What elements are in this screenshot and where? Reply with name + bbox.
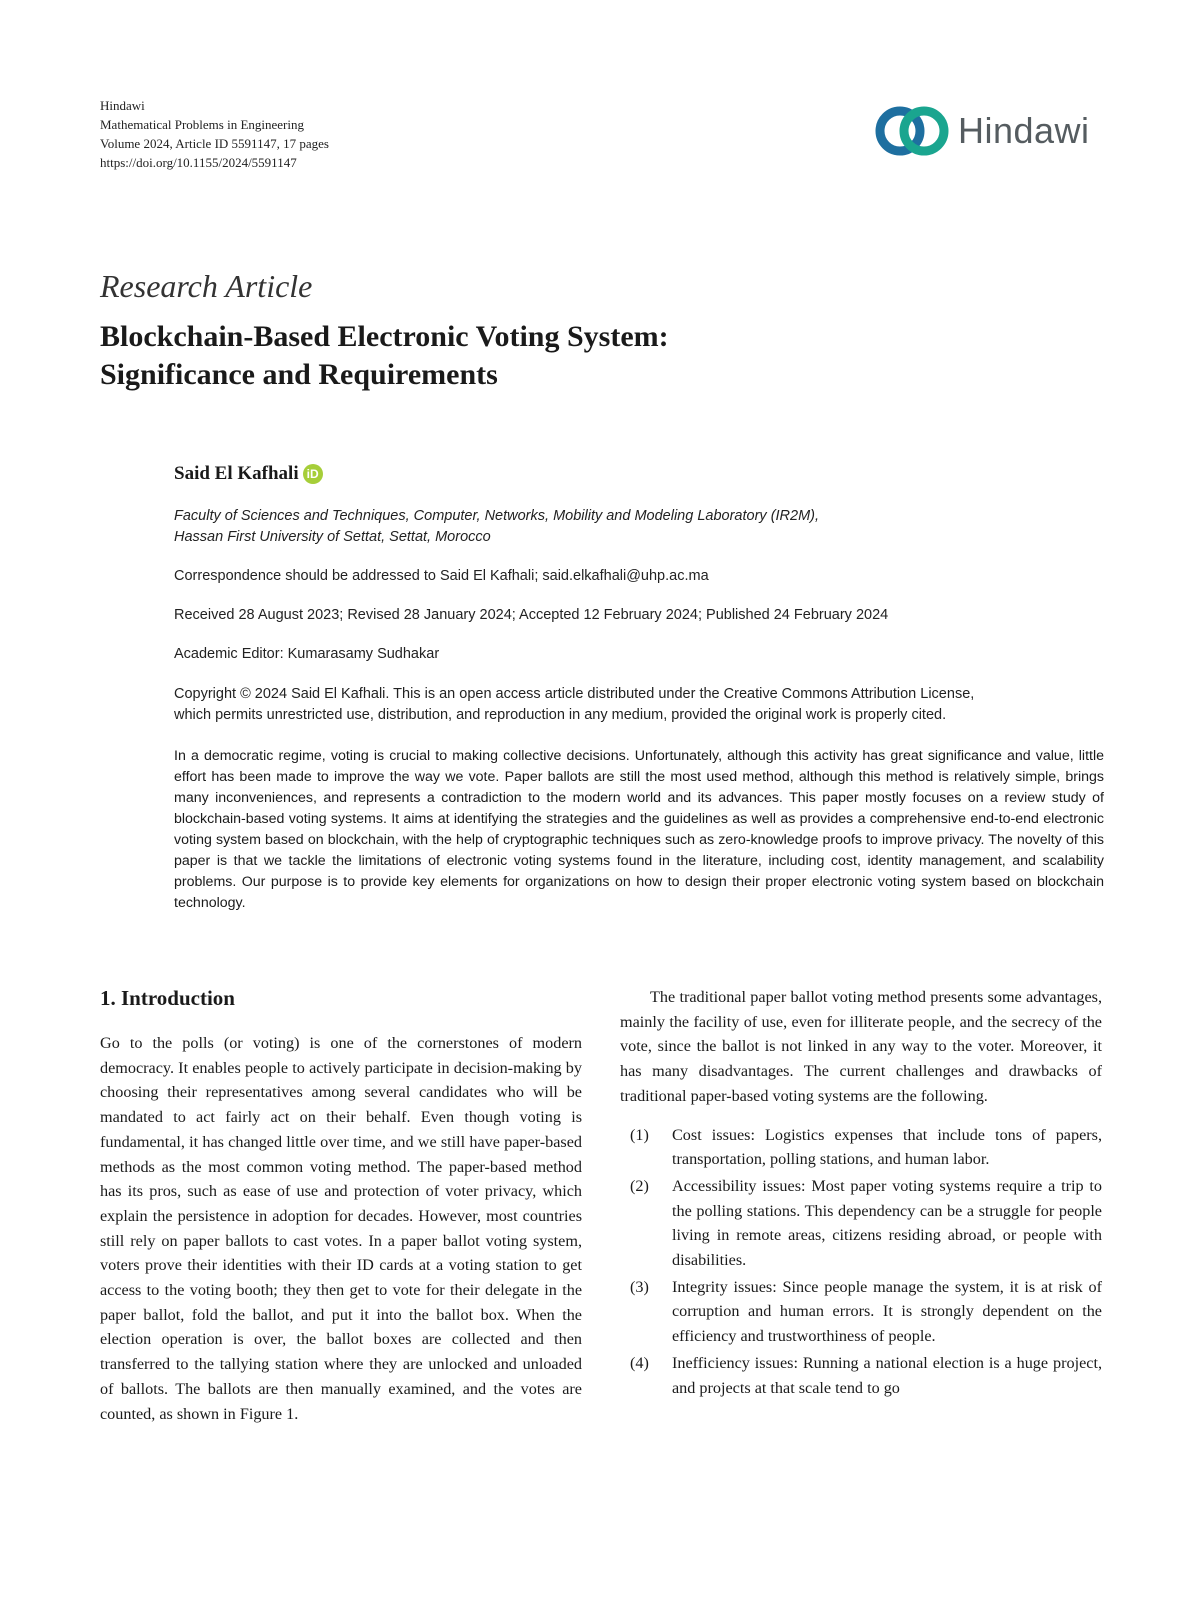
list-item-text: Integrity issues: Since people manage the system, it is at risk of corruption and human errors. It is strongly dependent on the efficiency and trustworthiness of people. — [672, 1277, 1102, 1346]
abstract: In a democratic regime, voting is crucial to making collective decisions. Unfortunately, although this activity has great significance and value, little effort has been made to improve the way we vote. Paper ballots are still the most used method, although this method is relatively simple, brings many inconveniences, and represents a contradiction to the modern world and its advances. This paper mostly focuses on a review study of blockchain-based voting systems. It aims at identifying the strategies and the guidelines as well as provides a comprehensive end-to-end electronic voting system based on blockchain, with the help of cryptographic techniques such as zero-knowledge proofs to improve privacy. The novelty of this paper is that we tackle the limitations of electronic voting systems found in the literature, including cost, identity management, and scalability problems. Our purpose is to provide key elements for organizations on how to design their proper electronic voting system based on blockchain technology. — [174, 748, 1104, 911]
list-item-number: (4) — [630, 1353, 649, 1372]
left-column — [100, 985, 582, 1426]
hindawi-rings-icon — [872, 100, 952, 162]
list-item — [620, 1123, 1102, 1172]
list-item-text: Cost issues: Logistics expenses that include tons of papers, transportation, polling stations, and human labor. — [672, 1125, 1102, 1169]
author — [174, 463, 323, 485]
author-name: Said El Kafhali — [174, 463, 299, 484]
right-column — [620, 985, 1102, 1402]
copyright-notice — [174, 684, 1104, 726]
list-item-number: (3) — [630, 1277, 649, 1296]
hindawi-logo[interactable] — [872, 98, 1112, 164]
list-item — [620, 1174, 1102, 1273]
list-item-number: (1) — [630, 1125, 649, 1144]
article-type: Research Article — [100, 268, 313, 304]
affiliation-line-2: Hassan First University of Settat, Settat, Morocco — [174, 529, 491, 545]
title-line-1: Blockchain-Based Electronic Voting System: — [100, 320, 669, 353]
correspondence: Correspondence should be addressed to Said El Kafhali; said.elkafhali@uhp.ac.ma — [174, 568, 709, 584]
orcid-icon[interactable]: iD — [303, 464, 323, 484]
drawbacks-list — [620, 1123, 1102, 1401]
paper-ballot-paragraph: The traditional paper ballot voting method presents some advantages, mainly the facility of use, even for illiterate people, and the secrecy of the vote, since the ballot is not linked in any way to the voter. Moreover, it has many disadvantages. The current challenges and drawbacks of traditional paper-based voting systems are the following. — [620, 988, 1102, 1105]
section-heading: 1. Introduction — [100, 986, 235, 1010]
academic-editor: Academic Editor: Kumarasamy Sudhakar — [174, 646, 440, 662]
copyright-line-2: which permits unrestricted use, distribution, and reproduction in any medium, provided the original work is properly cited. — [174, 707, 947, 723]
article-title — [100, 318, 1000, 394]
affiliation-line-1: Faculty of Sciences and Techniques, Computer, Networks, Mobility and Modeling Laboratory (IR2M), — [174, 508, 820, 524]
doi-link[interactable]: https://doi.org/10.1155/2024/5591147 — [100, 155, 297, 170]
title-line-2: Significance and Requirements — [100, 358, 498, 391]
intro-paragraph: Go to the polls (or voting) is one of the cornerstones of modern democracy. It enables people to actively participate in decision-making by choosing their representatives among several candidates who will be mandated to act fairly act on their behalf. Even though voting is fundamental, it has changed little over time, and we still have paper-based methods as the most common voting method. The paper-based method has its pros, such as ease of use and protection of voter privacy, which explain the persistence in adoption for decades. However, most countries still rely on paper ballots to cast votes. In a paper ballot voting system, voters prove their identities with their ID cards at a voting station to get access to the voting booth; they then get to vote for their delegate in the paper ballot, fold the ballot, and put it into the ballot box. When the election operation is over, the ballot boxes are collected and then transferred to the tallying station where they are unlocked and unloaded of ballots. The ballots are then manually examined, and the votes are counted, as shown in Figure 1. — [100, 1034, 582, 1423]
journal-name: Mathematical Problems in Engineering — [100, 117, 304, 132]
list-item-number: (2) — [630, 1176, 649, 1195]
list-item-text: Accessibility issues: Most paper voting systems require a trip to the polling stations. This dependency can be a struggle for people living in remote areas, citizens residing abroad, or people with disabilities. — [672, 1176, 1102, 1270]
list-item — [620, 1275, 1102, 1349]
list-item-text: Inefficiency issues: Running a national election is a huge project, and projects at that scale tend to go — [672, 1353, 1102, 1397]
article-dates: Received 28 August 2023; Revised 28 January 2024; Accepted 12 February 2024; Published 24 February 2024 — [174, 607, 889, 623]
journal-header — [100, 96, 329, 172]
copyright-line-1: Copyright © 2024 Said El Kafhali. This is an open access article distributed under the Creative Commons Attribution License, — [174, 686, 975, 702]
list-item — [620, 1351, 1102, 1400]
logo-wordmark: Hindawi — [958, 110, 1090, 151]
affiliation — [174, 506, 1104, 548]
volume-info: Volume 2024, Article ID 5591147, 17 pages — [100, 136, 329, 151]
publisher-name: Hindawi — [100, 98, 145, 113]
